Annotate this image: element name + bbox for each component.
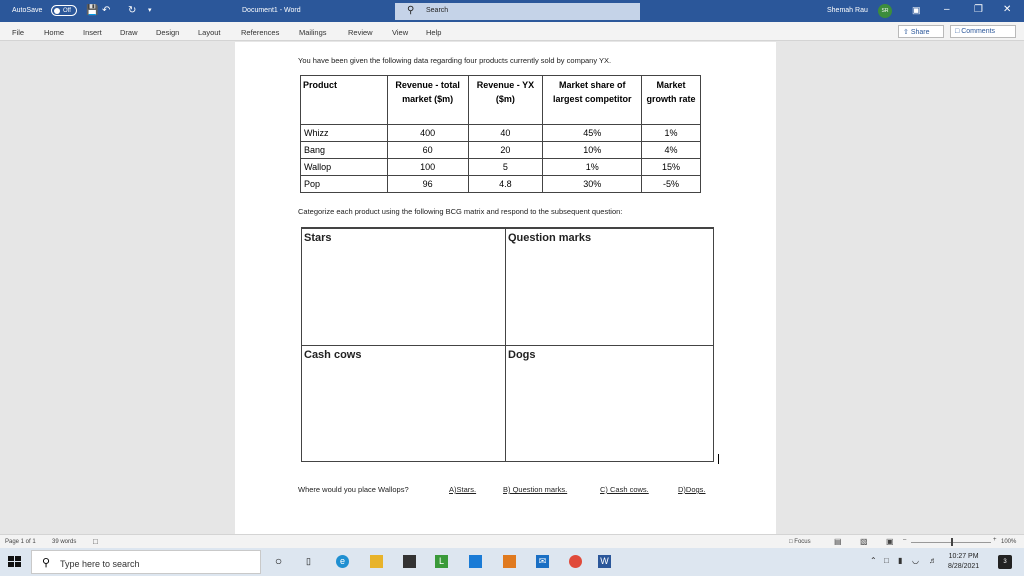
option-a[interactable]: A)Stars. <box>449 485 477 494</box>
search-box[interactable] <box>395 3 640 20</box>
search-placeholder: Search <box>426 7 449 14</box>
mail-icon[interactable]: ✉ <box>536 555 549 568</box>
table-cell: Bang <box>301 142 388 159</box>
notification-icon[interactable]: 3 <box>998 555 1012 569</box>
customize-toolbar-icon[interactable]: ▾ <box>148 7 152 14</box>
task-view-icon[interactable]: ▯ <box>306 556 311 566</box>
store-icon[interactable] <box>403 555 416 568</box>
print-layout-icon[interactable]: ▧ <box>860 537 868 546</box>
minimize-icon[interactable]: – <box>944 4 950 15</box>
table-cell: 400 <box>387 125 468 142</box>
table-cell: -5% <box>642 176 701 193</box>
read-mode-icon[interactable]: ▤ <box>834 537 842 546</box>
tray-chevron-icon[interactable]: ⌃ <box>870 556 877 565</box>
edge-icon[interactable]: e <box>336 555 349 568</box>
comments-button[interactable] <box>950 25 1016 38</box>
table-row <box>301 125 701 142</box>
document-page[interactable] <box>235 42 776 534</box>
bcg-matrix <box>301 227 714 462</box>
tab-file[interactable]: File <box>12 28 25 37</box>
chrome-icon[interactable] <box>569 555 582 568</box>
share-icon: ⇧ <box>903 29 909 36</box>
zoom-out-icon[interactable]: – <box>903 537 907 543</box>
table-cell: 60 <box>387 142 468 159</box>
table-cell: 5 <box>468 159 543 176</box>
share-label: Share <box>910 29 930 36</box>
cortana-icon[interactable]: ○ <box>274 554 283 568</box>
redo-icon[interactable]: ↻ <box>128 5 137 16</box>
taskbar-search[interactable] <box>31 550 261 574</box>
comment-icon: □ <box>955 28 960 35</box>
tab-draw[interactable]: Draw <box>120 28 138 37</box>
tray-app-icon[interactable]: □ <box>884 556 889 565</box>
zoom-slider-handle[interactable] <box>951 538 953 546</box>
battery-icon[interactable]: ▮ <box>898 556 903 565</box>
table-cell: 4.8 <box>468 176 543 193</box>
comments-label: Comments <box>961 28 996 35</box>
save-icon[interactable]: 💾 <box>86 5 99 16</box>
table-cell: 45% <box>543 125 642 142</box>
table-row <box>301 142 701 159</box>
table-cell: 20 <box>468 142 543 159</box>
taskbar-clock[interactable] <box>948 552 979 572</box>
title-bar <box>0 0 1024 22</box>
quadrant-cash-cows: Cash cows <box>304 349 362 361</box>
table-cell: Whizz <box>301 125 388 142</box>
search-icon: ⚲ <box>42 557 51 569</box>
tab-design[interactable]: Design <box>156 28 180 37</box>
app-blue-icon[interactable] <box>469 555 482 568</box>
table-cell: Wallop <box>301 159 388 176</box>
app-l-icon[interactable]: L <box>435 555 448 568</box>
wifi-icon[interactable]: ◡ <box>912 556 919 565</box>
user-name[interactable]: Shemah Rau <box>827 7 868 14</box>
table-cell: Pop <box>301 176 388 193</box>
zoom-in-icon[interactable]: + <box>993 537 997 543</box>
table-cell: 15% <box>642 159 701 176</box>
autosave-state: Off <box>63 8 71 14</box>
share-button[interactable] <box>898 25 944 38</box>
table-cell: 40 <box>468 125 543 142</box>
instruction-text: Categorize each product using the following BCG matrix and respond to the subsequent question: <box>298 207 623 216</box>
table-cell: 10% <box>543 142 642 159</box>
table-header: Market growth rate <box>642 76 701 125</box>
windows-start-icon[interactable] <box>8 556 22 568</box>
tab-insert[interactable]: Insert <box>83 28 102 37</box>
tab-references[interactable]: References <box>241 28 280 37</box>
taskbar-search-placeholder: Type here to search <box>60 559 140 569</box>
toggle-knob <box>54 8 60 14</box>
table-row <box>301 176 701 193</box>
taskbar <box>0 548 1024 576</box>
table-header: Revenue - total market ($m) <box>387 76 468 125</box>
focus-label: Focus <box>794 539 811 545</box>
search-icon: ⚲ <box>407 5 415 16</box>
tab-view[interactable]: View <box>392 28 409 37</box>
table-header: Market share of largest competitor <box>543 76 642 125</box>
avatar[interactable]: SR <box>878 4 892 18</box>
table-header: Revenue - YX ($m) <box>468 76 543 125</box>
table-cell: 1% <box>642 125 701 142</box>
quadrant-stars: Stars <box>304 232 332 244</box>
volume-icon[interactable]: ♬ <box>929 556 937 565</box>
table-cell: 1% <box>543 159 642 176</box>
autosave-toggle[interactable] <box>51 5 77 16</box>
table-cell: 96 <box>387 176 468 193</box>
tab-layout[interactable]: Layout <box>198 28 221 37</box>
table-header-row <box>301 76 701 125</box>
quadrant-question-marks: Question marks <box>508 232 592 244</box>
word-icon[interactable]: W <box>598 555 611 568</box>
undo-icon[interactable]: ↶ <box>102 5 111 16</box>
question-text: Where would you place Wallops? <box>298 485 409 494</box>
table-cell: 30% <box>543 176 642 193</box>
table-header: Product <box>301 76 388 125</box>
focus-button[interactable] <box>789 539 811 545</box>
option-c[interactable]: C) Cash cows. <box>600 485 649 494</box>
ribbon-tabs <box>0 22 1024 41</box>
document-title: Document1 - Word <box>242 7 301 14</box>
tab-review[interactable]: Review <box>348 28 373 37</box>
zoom-level[interactable]: 100% <box>1001 539 1017 545</box>
clock-time: 10:27 PM <box>948 553 979 560</box>
table-row <box>301 159 701 176</box>
quadrant-dogs: Dogs <box>508 349 536 361</box>
table-cell: 4% <box>642 142 701 159</box>
word-count[interactable]: 39 words <box>52 539 77 545</box>
clock-date: 8/28/2021 <box>948 563 980 570</box>
table-cell: 100 <box>387 159 468 176</box>
ribbon-display-icon[interactable]: ▣ <box>912 5 921 15</box>
tab-help[interactable]: Help <box>426 28 442 37</box>
focus-icon: □ <box>789 539 793 545</box>
text-cursor <box>718 454 719 464</box>
status-bar <box>0 534 1024 548</box>
option-d[interactable]: D)Dogs. <box>678 485 706 494</box>
restore-icon[interactable]: ❐ <box>974 4 983 15</box>
app-orange-icon[interactable] <box>503 555 516 568</box>
tab-home[interactable]: Home <box>44 28 65 37</box>
product-table <box>300 75 701 193</box>
page-count[interactable]: Page 1 of 1 <box>5 539 36 545</box>
tab-mailings[interactable]: Mailings <box>299 28 327 37</box>
proofing-icon[interactable]: □ <box>93 537 98 546</box>
web-layout-icon[interactable]: ▣ <box>886 537 894 546</box>
file-explorer-icon[interactable] <box>370 555 383 568</box>
autosave-label: AutoSave <box>12 7 43 14</box>
close-icon[interactable]: ✕ <box>1003 4 1012 15</box>
option-b[interactable]: B) Question marks. <box>503 485 568 494</box>
intro-text: You have been given the following data regarding four products currently sold by company YX. <box>298 56 612 65</box>
